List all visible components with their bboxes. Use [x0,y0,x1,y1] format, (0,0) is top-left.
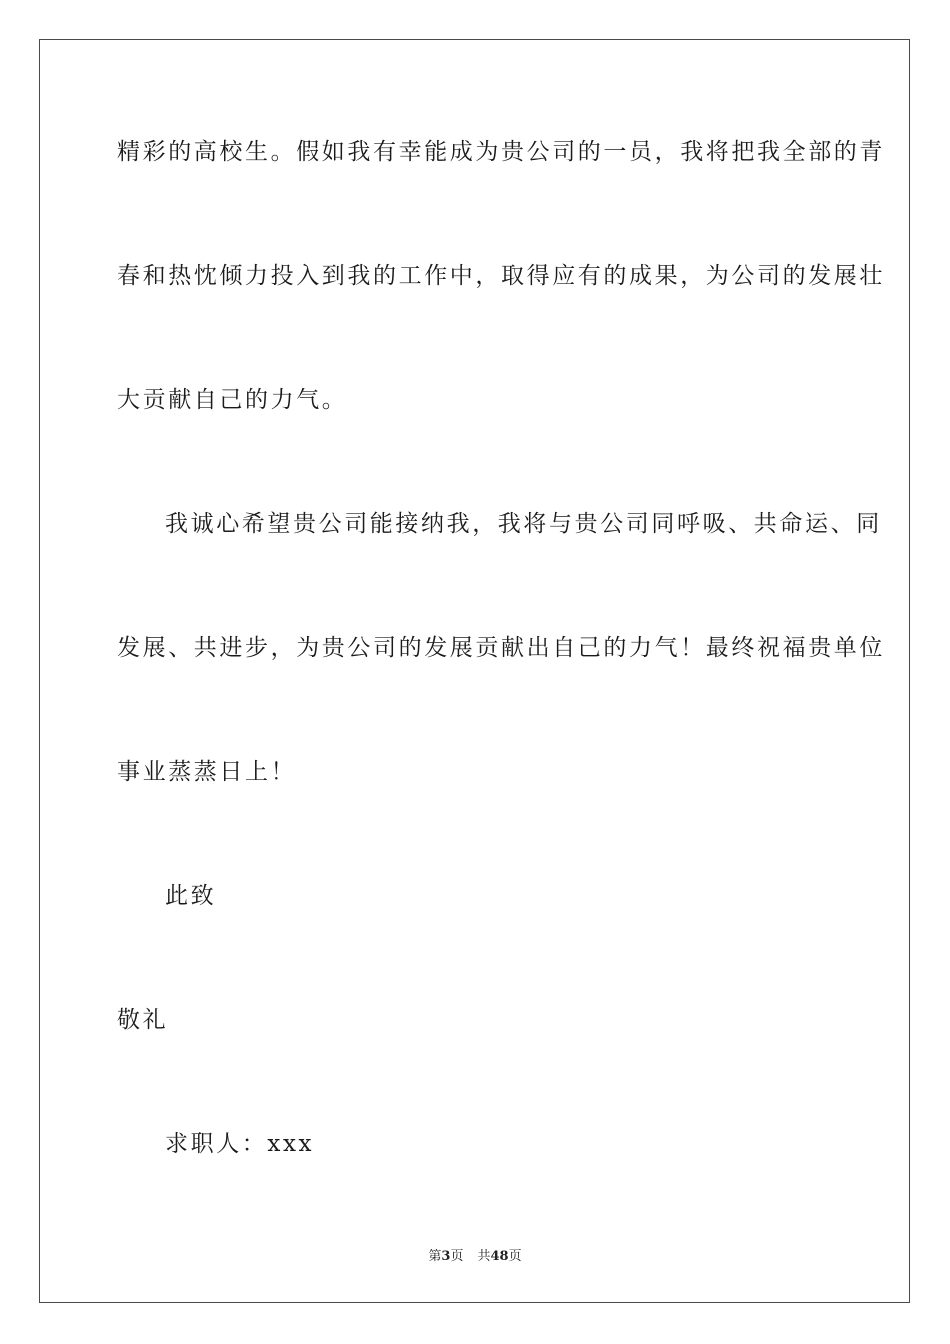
body-line-3: 大贡献自己的力气。 [117,387,348,413]
page-prefix: 第 [428,1249,442,1264]
body-line-1: 精彩的高校生。假如我有幸能成为贵公司的一员，我将把我全部的青 [117,139,885,165]
body-line-6: 事业蒸蒸日上！ [117,759,297,785]
body-line-4: 我诚心希望贵公司能接纳我，我将与贵公司同呼吸、共命运、同 [165,511,882,537]
body-line-5: 发展、共进步，为贵公司的发展贡献出自己的力气！最终祝福贵单位 [117,635,885,661]
page-number: 3 [441,1249,451,1264]
total-suffix: 页 [508,1249,522,1264]
salute-text: 敬礼 [117,1007,169,1033]
total-prefix: 共 [477,1249,491,1264]
signature-text: 求职人：xxx [165,1131,315,1157]
total-pages: 48 [490,1249,509,1264]
body-line-2: 春和热忱倾力投入到我的工作中，取得应有的成果，为公司的发展壮 [117,263,885,289]
page-suffix: 页 [450,1249,464,1264]
closing-text: 此致 [165,883,217,909]
page-border [39,39,910,1303]
page-footer [0,1248,950,1266]
